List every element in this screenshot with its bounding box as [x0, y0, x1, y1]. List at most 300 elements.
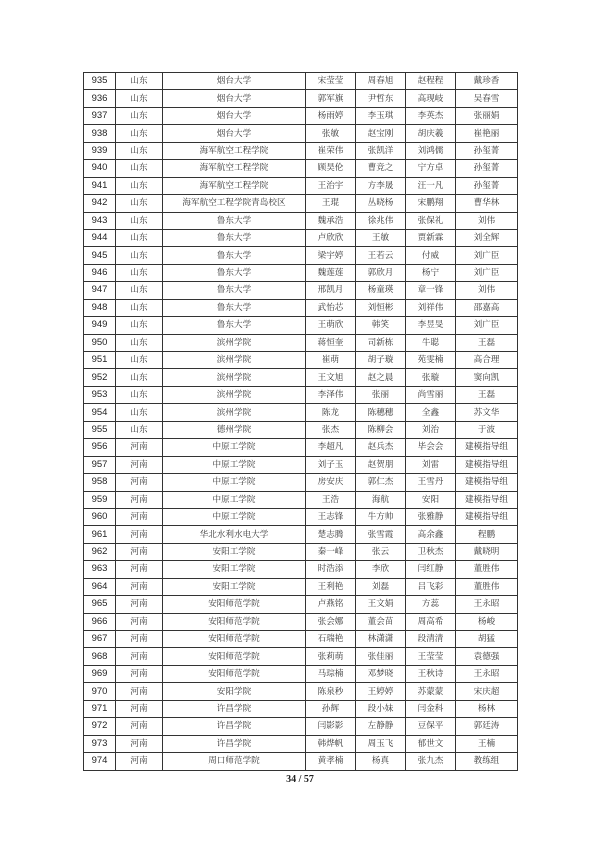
table-row: [84, 561, 518, 578]
school-cell: 海军航空工程学院: [163, 142, 306, 159]
advisor-cell: 王永昭: [456, 665, 518, 682]
advisor-cell: 孙玺菁: [456, 160, 518, 177]
team-number-cell: 967: [84, 631, 116, 648]
table-row: [84, 700, 518, 717]
member-1-cell: 张莉萌: [306, 648, 356, 665]
member-1-cell: 崔萌: [306, 352, 356, 369]
member-3-cell: 周高希: [406, 613, 456, 630]
member-1-cell: 王浩: [306, 491, 356, 508]
team-number-cell: 946: [84, 264, 116, 281]
province-cell: 山东: [116, 90, 163, 107]
member-3-cell: 苑雯楠: [406, 352, 456, 369]
team-number-cell: 956: [84, 439, 116, 456]
advisor-cell: 王磊: [456, 334, 518, 351]
province-cell: 河南: [116, 578, 163, 595]
member-1-cell: 石瑞艳: [306, 631, 356, 648]
table-row: [84, 735, 518, 752]
province-cell: 河南: [116, 700, 163, 717]
school-cell: 中原工学院: [163, 456, 306, 473]
school-cell: 德州学院: [163, 421, 306, 438]
advisor-cell: 刘伟: [456, 212, 518, 229]
member-1-cell: 卢欣欣: [306, 229, 356, 246]
province-cell: 河南: [116, 648, 163, 665]
province-cell: 河南: [116, 718, 163, 735]
member-1-cell: 魏莲莲: [306, 264, 356, 281]
member-1-cell: 邢凯月: [306, 282, 356, 299]
member-2-cell: 赵宝刚: [356, 125, 406, 142]
member-2-cell: 陈柳会: [356, 421, 406, 438]
team-number-cell: 937: [84, 107, 116, 124]
advisor-cell: 刘全辉: [456, 229, 518, 246]
member-1-cell: 刘子玉: [306, 456, 356, 473]
member-3-cell: 张璇: [406, 369, 456, 386]
province-cell: 山东: [116, 247, 163, 264]
province-cell: 山东: [116, 229, 163, 246]
member-1-cell: 宋莹莹: [306, 73, 356, 90]
province-cell: 山东: [116, 212, 163, 229]
school-cell: 华北水利水电大学: [163, 526, 306, 543]
team-number-cell: 964: [84, 578, 116, 595]
table-row: [84, 352, 518, 369]
school-cell: 安阳工学院: [163, 578, 306, 595]
school-cell: 鲁东大学: [163, 317, 306, 334]
member-1-cell: 梁宇婷: [306, 247, 356, 264]
province-cell: 河南: [116, 491, 163, 508]
member-2-cell: 王若云: [356, 247, 406, 264]
advisor-cell: 程鹏: [456, 526, 518, 543]
advisor-cell: 刘广臣: [456, 317, 518, 334]
member-1-cell: 王治宇: [306, 177, 356, 194]
school-cell: 海军航空工程学院: [163, 177, 306, 194]
member-1-cell: 蒋恒奎: [306, 334, 356, 351]
school-cell: 中原工学院: [163, 508, 306, 525]
member-3-cell: 刘雷: [406, 456, 456, 473]
province-cell: 河南: [116, 526, 163, 543]
table-row: [84, 177, 518, 194]
member-1-cell: 孙辉: [306, 700, 356, 717]
advisor-cell: 王永昭: [456, 596, 518, 613]
member-3-cell: 尚雪丽: [406, 386, 456, 403]
member-3-cell: 王莹莹: [406, 648, 456, 665]
member-2-cell: 王敏: [356, 229, 406, 246]
team-number-cell: 955: [84, 421, 116, 438]
team-number-cell: 961: [84, 526, 116, 543]
member-1-cell: 王萌欣: [306, 317, 356, 334]
member-2-cell: 刘磊: [356, 578, 406, 595]
school-cell: 中原工学院: [163, 491, 306, 508]
member-1-cell: 张敏: [306, 125, 356, 142]
team-number-cell: 936: [84, 90, 116, 107]
advisor-cell: 袁德强: [456, 648, 518, 665]
team-number-cell: 943: [84, 212, 116, 229]
school-cell: 安阳工学院: [163, 561, 306, 578]
member-3-cell: 李英杰: [406, 107, 456, 124]
province-cell: 山东: [116, 264, 163, 281]
team-number-cell: 938: [84, 125, 116, 142]
advisor-cell: 刘广臣: [456, 247, 518, 264]
province-cell: 河南: [116, 543, 163, 560]
member-3-cell: 豆保平: [406, 718, 456, 735]
advisor-cell: 刘伟: [456, 282, 518, 299]
province-cell: 山东: [116, 352, 163, 369]
advisor-cell: 建模指导组: [456, 491, 518, 508]
award-roster-table: [83, 72, 518, 771]
table-row: [84, 90, 518, 107]
advisor-cell: 孙玺菁: [456, 142, 518, 159]
school-cell: 鲁东大学: [163, 247, 306, 264]
member-2-cell: 方李晟: [356, 177, 406, 194]
province-cell: 山东: [116, 142, 163, 159]
school-cell: 安阳师范学院: [163, 665, 306, 682]
member-3-cell: 李昱旻: [406, 317, 456, 334]
member-1-cell: 秦一峰: [306, 543, 356, 560]
province-cell: 山东: [116, 282, 163, 299]
table-row: [84, 683, 518, 700]
province-cell: 河南: [116, 561, 163, 578]
member-1-cell: 楚志腾: [306, 526, 356, 543]
table-row: [84, 543, 518, 560]
school-cell: 中原工学院: [163, 474, 306, 491]
advisor-cell: 孙玺菁: [456, 177, 518, 194]
school-cell: 鲁东大学: [163, 282, 306, 299]
team-number-cell: 940: [84, 160, 116, 177]
school-cell: 周口师范学院: [163, 753, 306, 770]
member-2-cell: 郭欣月: [356, 264, 406, 281]
member-3-cell: 宁方卓: [406, 160, 456, 177]
member-2-cell: 尹哲东: [356, 90, 406, 107]
member-1-cell: 李泽伟: [306, 386, 356, 403]
member-1-cell: 王志锋: [306, 508, 356, 525]
advisor-cell: 宋庆超: [456, 683, 518, 700]
table-row: [84, 334, 518, 351]
member-2-cell: 左静静: [356, 718, 406, 735]
table-row: [84, 369, 518, 386]
team-number-cell: 959: [84, 491, 116, 508]
advisor-cell: 高合理: [456, 352, 518, 369]
member-3-cell: 赵程程: [406, 73, 456, 90]
team-number-cell: 954: [84, 404, 116, 421]
member-2-cell: 周玉飞: [356, 735, 406, 752]
province-cell: 山东: [116, 386, 163, 403]
member-3-cell: 章一锋: [406, 282, 456, 299]
member-2-cell: 韩笑: [356, 317, 406, 334]
member-1-cell: 杨雨婷: [306, 107, 356, 124]
province-cell: 山东: [116, 107, 163, 124]
province-cell: 河南: [116, 665, 163, 682]
member-3-cell: 张雅静: [406, 508, 456, 525]
member-2-cell: 张佳丽: [356, 648, 406, 665]
member-3-cell: 汪一凡: [406, 177, 456, 194]
table-row: [84, 491, 518, 508]
team-number-cell: 949: [84, 317, 116, 334]
team-number-cell: 969: [84, 665, 116, 682]
table-row: [84, 474, 518, 491]
province-cell: 山东: [116, 125, 163, 142]
team-number-cell: 963: [84, 561, 116, 578]
table-row: [84, 386, 518, 403]
member-2-cell: 郭仁杰: [356, 474, 406, 491]
member-3-cell: 胡庆羲: [406, 125, 456, 142]
member-1-cell: 时浩添: [306, 561, 356, 578]
table-row: [84, 317, 518, 334]
advisor-cell: 王楠: [456, 735, 518, 752]
member-3-cell: 苏蒙蒙: [406, 683, 456, 700]
school-cell: 烟台大学: [163, 73, 306, 90]
school-cell: 海军航空工程学院: [163, 160, 306, 177]
school-cell: 海军航空工程学院青岛校区: [163, 195, 306, 212]
table-row: [84, 631, 518, 648]
member-2-cell: 徐兆伟: [356, 212, 406, 229]
table-row: [84, 142, 518, 159]
table-row: [84, 753, 518, 770]
member-2-cell: 王婷婷: [356, 683, 406, 700]
table-row: [84, 648, 518, 665]
member-3-cell: 段清清: [406, 631, 456, 648]
province-cell: 山东: [116, 299, 163, 316]
table-row: [84, 404, 518, 421]
member-1-cell: 王文旭: [306, 369, 356, 386]
province-cell: 山东: [116, 195, 163, 212]
advisor-cell: 窦向凯: [456, 369, 518, 386]
table-row: [84, 73, 518, 90]
team-number-cell: 957: [84, 456, 116, 473]
province-cell: 河南: [116, 735, 163, 752]
table-row: [84, 282, 518, 299]
advisor-cell: 崔艳丽: [456, 125, 518, 142]
province-cell: 河南: [116, 508, 163, 525]
member-1-cell: 顾昊伦: [306, 160, 356, 177]
table-row: [84, 160, 518, 177]
member-2-cell: 张雪霞: [356, 526, 406, 543]
advisor-cell: 于波: [456, 421, 518, 438]
member-2-cell: 刘恒彬: [356, 299, 406, 316]
school-cell: 烟台大学: [163, 107, 306, 124]
school-cell: 安阳工学院: [163, 543, 306, 560]
team-number-cell: 939: [84, 142, 116, 159]
member-2-cell: 张凯洋: [356, 142, 406, 159]
team-number-cell: 966: [84, 613, 116, 630]
member-2-cell: 曹竞之: [356, 160, 406, 177]
member-3-cell: 王雪丹: [406, 474, 456, 491]
school-cell: 安阳师范学院: [163, 631, 306, 648]
school-cell: 烟台大学: [163, 125, 306, 142]
advisor-cell: 建模指导组: [456, 456, 518, 473]
school-cell: 鲁东大学: [163, 299, 306, 316]
member-2-cell: 胡子璇: [356, 352, 406, 369]
advisor-cell: 王磊: [456, 386, 518, 403]
advisor-cell: 杨林: [456, 700, 518, 717]
table-row: [84, 421, 518, 438]
table-row: [84, 508, 518, 525]
school-cell: 许昌学院: [163, 735, 306, 752]
advisor-cell: 董胜伟: [456, 561, 518, 578]
team-number-cell: 970: [84, 683, 116, 700]
member-3-cell: 卫秋杰: [406, 543, 456, 560]
member-3-cell: 王秋诗: [406, 665, 456, 682]
school-cell: 鲁东大学: [163, 212, 306, 229]
advisor-cell: 胡猛: [456, 631, 518, 648]
member-3-cell: 宋鹏翔: [406, 195, 456, 212]
team-number-cell: 947: [84, 282, 116, 299]
member-2-cell: 赵贺朋: [356, 456, 406, 473]
province-cell: 河南: [116, 474, 163, 491]
school-cell: 安阳师范学院: [163, 613, 306, 630]
table-row: [84, 247, 518, 264]
member-3-cell: 刘鸿儒: [406, 142, 456, 159]
member-1-cell: 魏承浩: [306, 212, 356, 229]
province-cell: 河南: [116, 456, 163, 473]
member-2-cell: 邓梦晓: [356, 665, 406, 682]
page-number: 34 / 57: [286, 774, 314, 785]
member-2-cell: 林潇潇: [356, 631, 406, 648]
school-cell: 安阳师范学院: [163, 596, 306, 613]
school-cell: 滨州学院: [163, 369, 306, 386]
team-number-cell: 935: [84, 73, 116, 90]
member-2-cell: 张丽: [356, 386, 406, 403]
team-number-cell: 950: [84, 334, 116, 351]
province-cell: 河南: [116, 613, 163, 630]
member-3-cell: 郁世文: [406, 735, 456, 752]
member-3-cell: 闫金科: [406, 700, 456, 717]
table-row: [84, 718, 518, 735]
team-number-cell: 941: [84, 177, 116, 194]
table-row: [84, 578, 518, 595]
province-cell: 山东: [116, 177, 163, 194]
team-number-cell: 974: [84, 753, 116, 770]
table-row: [84, 526, 518, 543]
member-3-cell: 贾新霖: [406, 229, 456, 246]
table-row: [84, 665, 518, 682]
member-2-cell: 李玉琪: [356, 107, 406, 124]
member-1-cell: 王利艳: [306, 578, 356, 595]
member-1-cell: 崔荣伟: [306, 142, 356, 159]
member-1-cell: 王琨: [306, 195, 356, 212]
advisor-cell: 戴晓明: [456, 543, 518, 560]
member-3-cell: 全鑫: [406, 404, 456, 421]
team-number-cell: 958: [84, 474, 116, 491]
member-1-cell: 郭军旗: [306, 90, 356, 107]
school-cell: 滨州学院: [163, 386, 306, 403]
member-1-cell: 李超凡: [306, 439, 356, 456]
province-cell: 山东: [116, 404, 163, 421]
member-3-cell: 吕飞彩: [406, 578, 456, 595]
table-row: [84, 125, 518, 142]
member-3-cell: 牛聪: [406, 334, 456, 351]
member-2-cell: 陈穗穗: [356, 404, 406, 421]
province-cell: 山东: [116, 334, 163, 351]
advisor-cell: 建模指导组: [456, 508, 518, 525]
member-2-cell: 杨童瑛: [356, 282, 406, 299]
province-cell: 河南: [116, 753, 163, 770]
member-3-cell: 毕会会: [406, 439, 456, 456]
team-number-cell: 968: [84, 648, 116, 665]
school-cell: 许昌学院: [163, 718, 306, 735]
member-1-cell: 张会娜: [306, 613, 356, 630]
table-body: [84, 73, 518, 771]
team-number-cell: 948: [84, 299, 116, 316]
team-number-cell: 962: [84, 543, 116, 560]
member-1-cell: 黄孝楠: [306, 753, 356, 770]
province-cell: 山东: [116, 369, 163, 386]
member-1-cell: 马琮楠: [306, 665, 356, 682]
table-row: [84, 439, 518, 456]
member-3-cell: 高现岐: [406, 90, 456, 107]
province-cell: 河南: [116, 631, 163, 648]
province-cell: 河南: [116, 596, 163, 613]
school-cell: 烟台大学: [163, 90, 306, 107]
team-number-cell: 971: [84, 700, 116, 717]
member-3-cell: 方蕊: [406, 596, 456, 613]
member-2-cell: 王文娟: [356, 596, 406, 613]
member-2-cell: 李欣: [356, 561, 406, 578]
member-1-cell: 陈泉秒: [306, 683, 356, 700]
advisor-cell: 曹华林: [456, 195, 518, 212]
province-cell: 山东: [116, 421, 163, 438]
advisor-cell: 杨峻: [456, 613, 518, 630]
member-3-cell: 刘祥伟: [406, 299, 456, 316]
table-row: [84, 212, 518, 229]
member-2-cell: 赵兵杰: [356, 439, 406, 456]
member-3-cell: 刘治: [406, 421, 456, 438]
member-1-cell: 武怡芯: [306, 299, 356, 316]
advisor-cell: 董胜伟: [456, 578, 518, 595]
member-2-cell: 海航: [356, 491, 406, 508]
province-cell: 河南: [116, 439, 163, 456]
advisor-cell: 张丽娟: [456, 107, 518, 124]
table-row: [84, 195, 518, 212]
member-1-cell: 闫影影: [306, 718, 356, 735]
school-cell: 滨州学院: [163, 404, 306, 421]
table-row: [84, 229, 518, 246]
team-number-cell: 960: [84, 508, 116, 525]
school-cell: 滨州学院: [163, 352, 306, 369]
table-row: [84, 299, 518, 316]
school-cell: 滨州学院: [163, 334, 306, 351]
team-number-cell: 945: [84, 247, 116, 264]
member-1-cell: 陈龙: [306, 404, 356, 421]
member-1-cell: 韩烨帆: [306, 735, 356, 752]
advisor-cell: 刘广臣: [456, 264, 518, 281]
advisor-cell: 建模指导组: [456, 439, 518, 456]
school-cell: 中原工学院: [163, 439, 306, 456]
advisor-cell: 邵嘉高: [456, 299, 518, 316]
table-row: [84, 613, 518, 630]
member-2-cell: 董会苗: [356, 613, 406, 630]
team-number-cell: 953: [84, 386, 116, 403]
province-cell: 山东: [116, 317, 163, 334]
team-number-cell: 942: [84, 195, 116, 212]
member-2-cell: 张云: [356, 543, 406, 560]
member-3-cell: 高余鑫: [406, 526, 456, 543]
team-number-cell: 952: [84, 369, 116, 386]
team-number-cell: 944: [84, 229, 116, 246]
province-cell: 河南: [116, 683, 163, 700]
school-cell: 安阳学院: [163, 683, 306, 700]
member-3-cell: 张九杰: [406, 753, 456, 770]
advisor-cell: 建模指导组: [456, 474, 518, 491]
team-number-cell: 951: [84, 352, 116, 369]
province-cell: 山东: [116, 73, 163, 90]
advisor-cell: 吴春雪: [456, 90, 518, 107]
team-number-cell: 973: [84, 735, 116, 752]
province-cell: 山东: [116, 160, 163, 177]
school-cell: 安阳师范学院: [163, 648, 306, 665]
member-3-cell: 张保礼: [406, 212, 456, 229]
member-3-cell: 闫红静: [406, 561, 456, 578]
member-2-cell: 赵之晨: [356, 369, 406, 386]
advisor-cell: 苏文华: [456, 404, 518, 421]
table-row: [84, 596, 518, 613]
